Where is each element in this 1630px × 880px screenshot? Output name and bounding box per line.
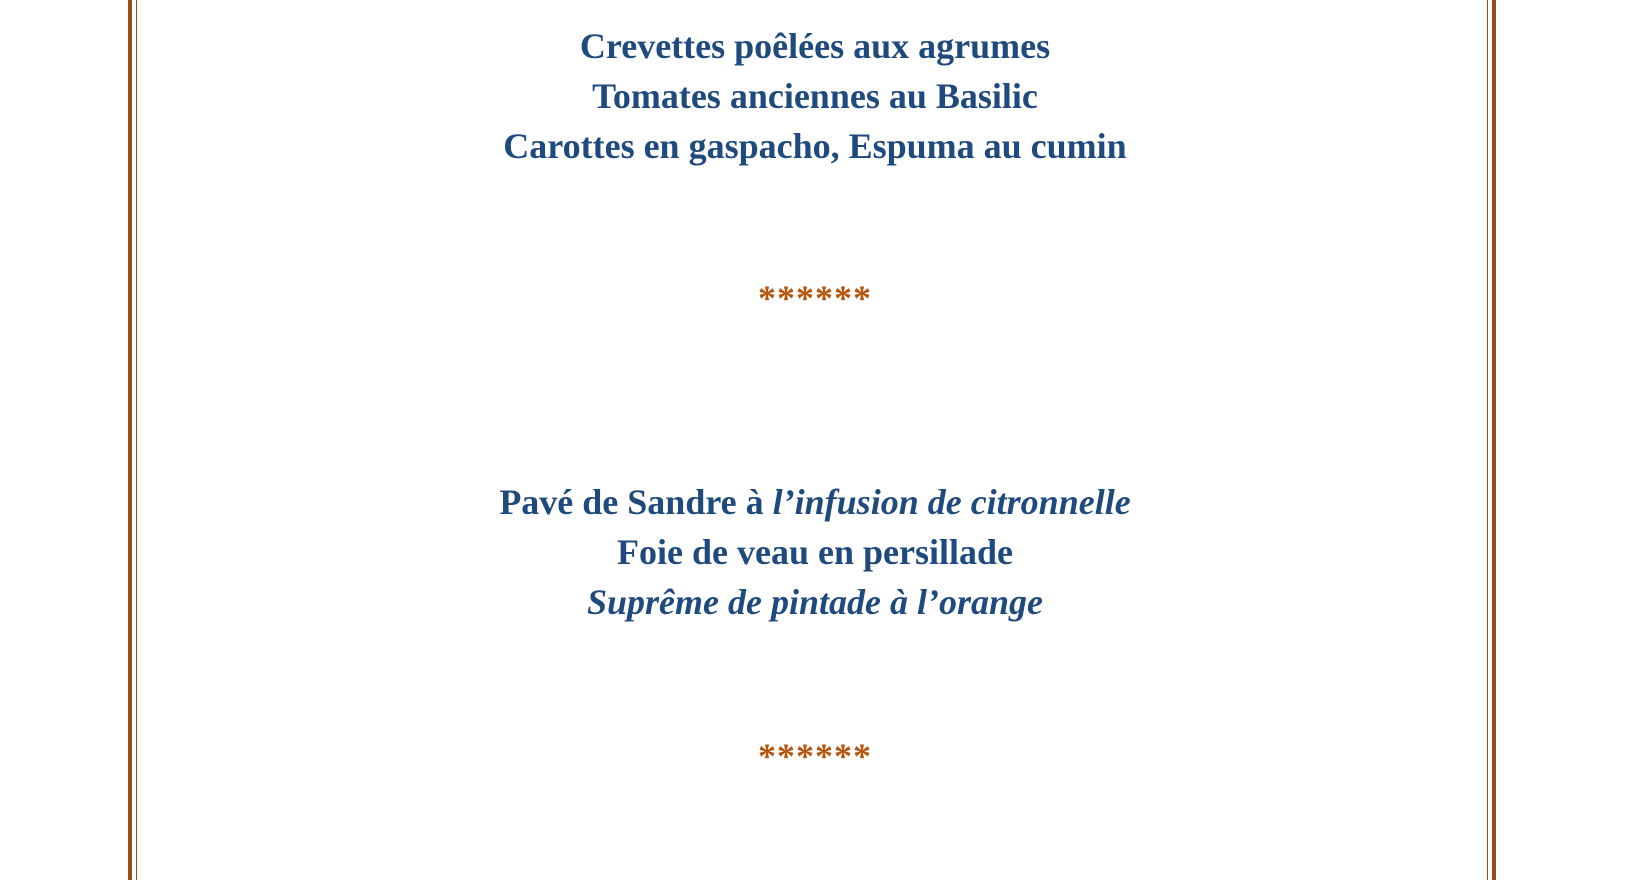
menu-item-carottes: Carottes en gaspacho, Espuma au cumin (503, 126, 1127, 166)
menu-item-sandre-plain: Pavé de Sandre à (499, 482, 773, 522)
menu-item-tomates: Tomates anciennes au Basilic (592, 76, 1038, 116)
course-separator-1: ****** (758, 278, 872, 318)
menu-item-sandre (0, 480, 1630, 524)
menu-item-crevettes: Crevettes poêlées aux agrumes (579, 26, 1051, 66)
menu-item-foie: Foie de veau en persillade (617, 532, 1013, 572)
menu-item-sandre-italic: l’infusion de citronnelle (772, 482, 1131, 522)
menu-item-pintade: Suprême de pintade à l’orange (587, 582, 1043, 622)
course-separator-2: ****** (758, 736, 872, 776)
